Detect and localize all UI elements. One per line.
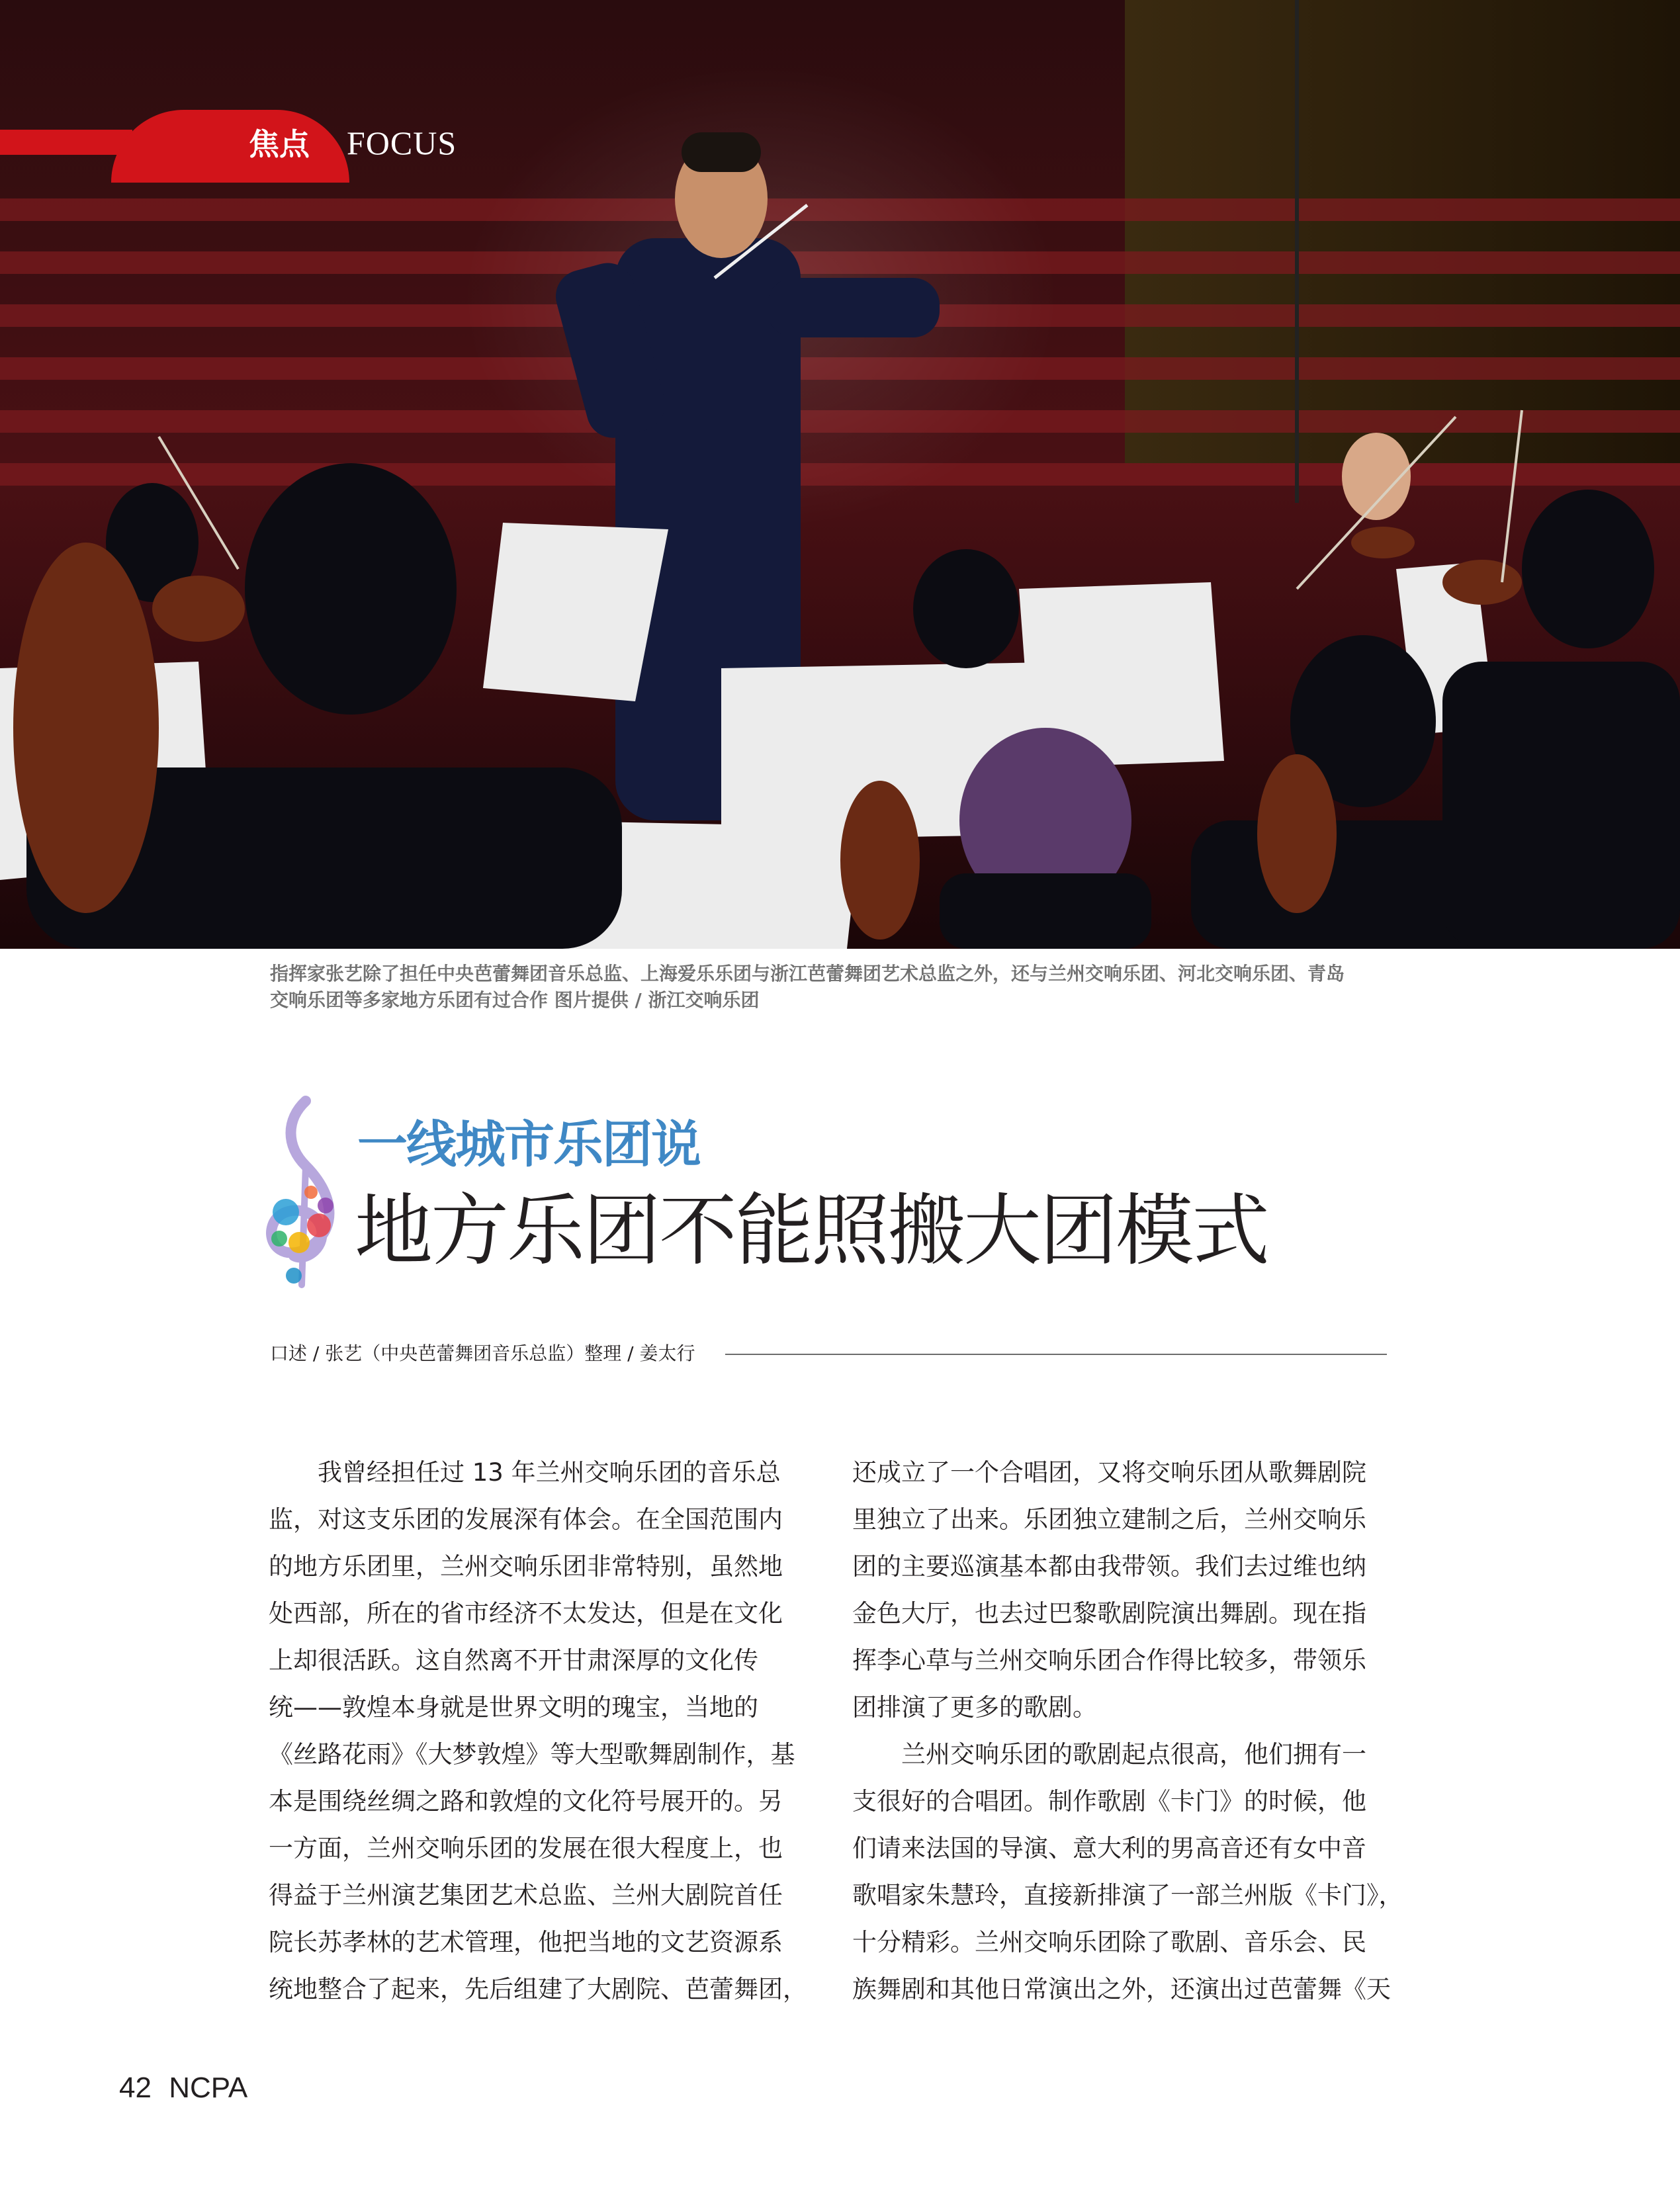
section-label-en: FOCUS [347, 124, 457, 161]
article-kicker: 一线城市乐团说 [357, 1115, 700, 1174]
section-tag-bar [0, 130, 132, 155]
body-line: 们请来法国的导演、意大利的男高音还有女中音 [852, 1834, 1366, 1862]
photo-caption [270, 961, 1395, 1014]
body-line: 处西部，所在的省市经济不太发达，但是在文化 [269, 1599, 783, 1628]
section-label-cn: 焦点 [249, 126, 310, 162]
body-line: 挥李心草与兰州交响乐团合作得比较多，带领乐 [852, 1646, 1366, 1675]
body-line: 一方面，兰州交响乐团的发展在很大程度上，也 [269, 1834, 783, 1862]
page-number: 42 [119, 2072, 152, 2104]
body-line: 我曾经担任过 13 年兰州交响乐团的音乐总 [269, 1458, 781, 1487]
body-line: 统——敦煌本身就是世界文明的瑰宝，当地的 [269, 1693, 758, 1722]
body-column-left [269, 1449, 805, 2013]
body-line: 里独立了出来。乐团独立建制之后，兰州交响乐 [852, 1505, 1366, 1534]
body-line: 兰州交响乐团的歌剧起点很高，他们拥有一 [852, 1740, 1366, 1769]
body-line: 歌唱家朱慧玲，直接新排演了一部兰州版《卡门》， [852, 1881, 1403, 1909]
body-line: 十分精彩。兰州交响乐团除了歌剧、音乐会、民 [852, 1928, 1366, 1956]
body-line: 支很好的合唱团。制作歌剧《卡门》的时候，他 [852, 1787, 1366, 1816]
caption-line: 指挥家张艺除了担任中央芭蕾舞团音乐总监、上海爱乐乐团与浙江芭蕾舞团艺术总监之外，还与兰州交响乐团、河北交响乐团、青岛 [270, 963, 1345, 985]
body-line: 统地整合了起来，先后组建了大剧院、芭蕾舞团， [269, 1975, 807, 2003]
caption-line: 交响乐团等多家地方乐团有过合作 图片提供 / 浙江交响乐团 [270, 989, 760, 1011]
body-line: 得益于兰州演艺集团艺术总监、兰州大剧院首任 [269, 1881, 783, 1909]
body-line: 《丝路花雨》《大梦敦煌》等大型歌舞剧制作，基 [269, 1740, 795, 1769]
body-line: 院长苏孝林的艺术管理，他把当地的文艺资源系 [269, 1928, 783, 1956]
article-headline: 地方乐团不能照搬大团模式 [355, 1185, 1268, 1276]
body-line: 团的主要巡演基本都由我带领。我们去过维也纳 [852, 1552, 1366, 1581]
section-tag-arc [111, 110, 349, 183]
body-line: 族舞剧和其他日常演出之外，还演出过芭蕾舞《天 [852, 1975, 1391, 2003]
body-line: 上却很活跃。这自然离不开甘肃深厚的文化传 [269, 1646, 758, 1675]
body-column-right [852, 1449, 1403, 2013]
body-line: 的地方乐团里，兰州交响乐团非常特别，虽然地 [269, 1552, 783, 1581]
page-folio [119, 2070, 247, 2107]
treble-clef-icon [259, 1093, 345, 1291]
body-line: 监，对这支乐团的发展深有体会。在全国范围内 [269, 1505, 783, 1534]
magazine-name: NCPA [169, 2072, 248, 2104]
body-line: 团排演了更多的歌剧。 [852, 1693, 1097, 1722]
body-line: 本是围绕丝绸之路和敦煌的文化符号展开的。另 [269, 1787, 783, 1816]
byline-divider [725, 1354, 1387, 1355]
article-byline: 口述 / 张艺（中央芭蕾舞团音乐总监）整理 / 姜太行 [270, 1342, 695, 1364]
body-line: 还成立了一个合唱团，又将交响乐团从歌舞剧院 [852, 1458, 1366, 1487]
body-line: 金色大厅，也去过巴黎歌剧院演出舞剧。现在指 [852, 1599, 1366, 1628]
